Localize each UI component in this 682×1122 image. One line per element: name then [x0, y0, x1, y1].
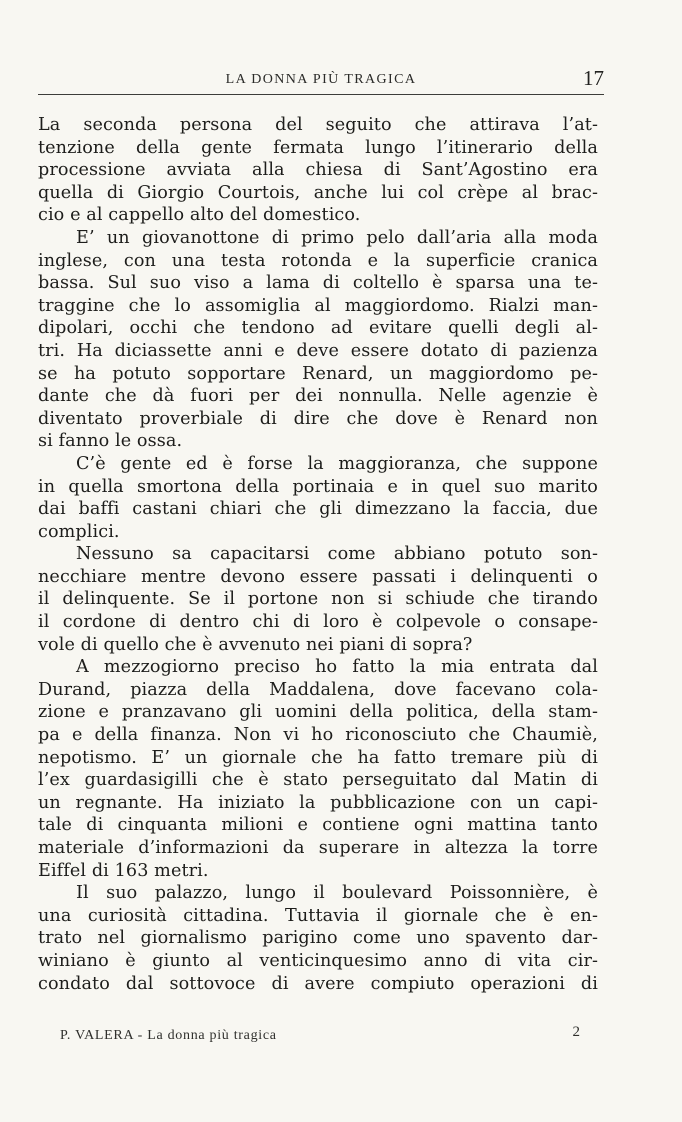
text-line: dipolari, occhi che tendono ad evitare quelli degli al-	[38, 318, 598, 339]
text-line: A mezzogiorno preciso ho fatto la mia entrata dal	[76, 657, 598, 678]
text-line: pa e della finanza. Non vi ho riconosciuto che Chaumiè,	[38, 725, 598, 746]
text-line: tri. Ha diciassette anni e deve essere dotato di pazienza	[38, 340, 598, 361]
text-line: necchiare mentre devono essere passati i delinquenti o	[38, 566, 598, 587]
text-line: inglese, con una testa rotonda e la superficie cranica	[38, 250, 598, 271]
page-footer	[60, 1024, 580, 1052]
text-line: cio e al cappello alto del domestico.	[38, 205, 361, 226]
text-line: La seconda persona del seguito che attirava l’at-	[38, 115, 598, 135]
text-line: un regnante. Ha iniziato la pubblicazione con un capi-	[38, 792, 598, 813]
text-line: tale di cinquanta milioni e contiene ogni mattina tanto	[38, 815, 598, 836]
text-line: materiale d’informazioni da superare in altezza la torre	[38, 838, 598, 858]
text-line: quella di Giorgio Courtois, anche lui col crèpe al brac-	[38, 182, 598, 203]
text-line: diventato proverbiale di dire che dove è Renard non	[38, 408, 598, 429]
text-line: Il suo palazzo, lungo il boulevard Poissonnière, è	[76, 883, 598, 904]
footer-title: P. VALERA - La donna più tragica	[60, 1028, 277, 1043]
text-line: Eiffel di 163 metri.	[38, 860, 209, 881]
text-line: processione avviata alla chiesa di Sant’Agostino era	[38, 160, 598, 181]
text-line: Durand, piazza della Maddalena, dove facevano cola-	[38, 679, 598, 700]
text-line: zione e pranzavano gli uomini della politica, della stam-	[38, 702, 598, 723]
running-title: LA DONNA PIÙ TRAGICA	[225, 72, 417, 87]
text-line: in quella smortona della portinaia e in quel suo marito	[38, 476, 598, 497]
text-line: tenzione della gente fermata lungo l’itinerario della	[38, 137, 598, 158]
paragraph	[38, 114, 598, 227]
text-line: vole di quello che è avvenuto nei piani di sopra?	[38, 634, 473, 655]
text-line: dai baffi castani chiari che gli dimezzano la faccia, due	[38, 499, 598, 520]
text-line: winiano è giunto al venticinquesimo anno di vita cir-	[38, 950, 598, 971]
paragraph	[38, 227, 598, 453]
body-text	[38, 114, 598, 995]
text-line: l’ex guardasigilli che è stato perseguitato dal Matin di	[38, 770, 598, 791]
paragraph-list	[38, 114, 598, 995]
text-line: C’è gente ed è forse la maggioranza, che suppone	[76, 453, 598, 474]
paragraph	[38, 543, 598, 656]
text-line: si fanno le ossa.	[38, 431, 183, 452]
text-line: traggine che lo assomiglia al maggiordomo. Rialzi man-	[38, 295, 598, 316]
text-line: trato nel giornalismo parigino come uno spavento dar-	[38, 928, 598, 949]
text-line: una curiosità cittadina. Tuttavia il giornale che è en-	[38, 905, 598, 926]
text-line: il cordone di dentro chi di loro è colpevole o consape-	[38, 612, 598, 633]
footer-sheet-number: 2	[572, 1024, 580, 1040]
text-line: complici.	[38, 521, 120, 542]
text-line: il delinquente. Se il portone non si schiude che tirando	[38, 589, 598, 610]
text-line: condato dal sottovoce di avere compiuto operazioni di	[38, 973, 598, 994]
paragraph	[38, 453, 598, 543]
text-line: nepotismo. E’ un giornale che ha fatto tremare più di	[38, 747, 598, 768]
text-line: se ha potuto sopportare Renard, un maggiordomo pe-	[38, 363, 598, 384]
paragraph	[38, 656, 598, 882]
text-line: Nessuno sa capacitarsi come abbiano potuto son-	[76, 544, 598, 565]
text-line: bassa. Sul suo viso a lama di coltello è sparsa una te-	[38, 273, 598, 294]
text-line: dante che dà fuori per dei nonnulla. Nelle agenzie è	[38, 386, 598, 407]
page-number: 17	[583, 66, 604, 90]
text-line: E’ un giovanottone di primo pelo dall’aria alla moda	[76, 227, 598, 248]
paragraph	[38, 882, 598, 995]
running-header	[38, 66, 604, 95]
